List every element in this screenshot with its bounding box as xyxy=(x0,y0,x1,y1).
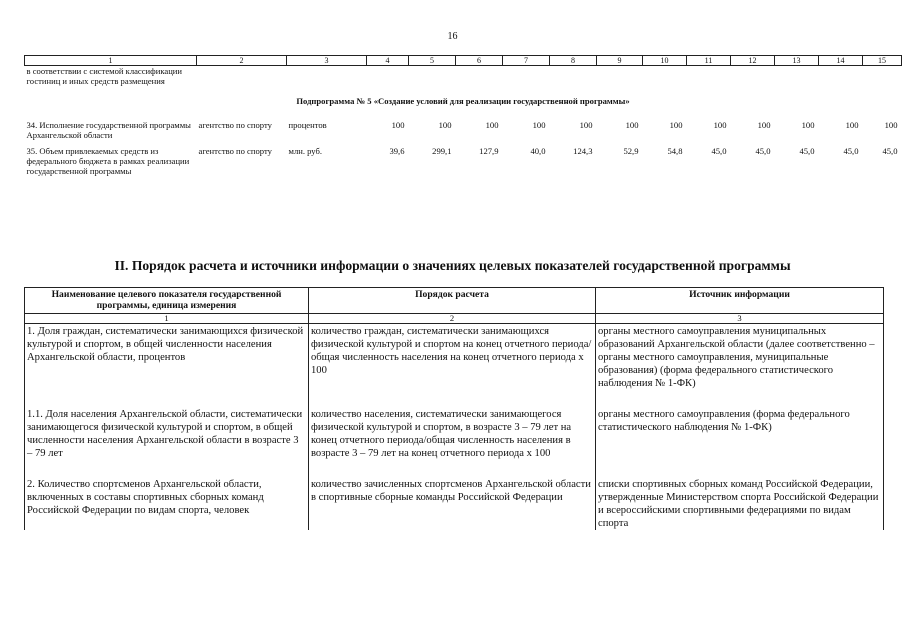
indicator-name: 1. Доля граждан, систематически занимающихся физической культурой и спортом, в общей численности населения Архангельской области, процентов xyxy=(25,324,309,391)
column-number: 12 xyxy=(731,56,775,66)
value-cell: 54,8 xyxy=(667,146,683,156)
value-cell: 39,6 xyxy=(389,146,405,156)
column-number: 1 xyxy=(25,314,309,324)
column-number: 3 xyxy=(596,314,884,324)
column-number: 13 xyxy=(775,56,819,66)
value-cell: 124,3 xyxy=(573,146,593,156)
value-cell: 100 xyxy=(485,120,499,130)
unit: процентов xyxy=(288,120,327,130)
calculation-method: количество зачисленных спортсменов Архангельской области в спортивные сборные команды Российской Федерации xyxy=(309,477,596,530)
column-number: 7 xyxy=(503,56,550,66)
column-number: 4 xyxy=(367,56,409,66)
value-cell: 40,0 xyxy=(530,146,546,156)
value-cell: 100 xyxy=(757,120,771,130)
section-title: II. Порядок расчета и источники информации о значениях целевых показателей государственной программы xyxy=(114,258,791,273)
column-number: 9 xyxy=(597,56,643,66)
column-number: 2 xyxy=(197,56,287,66)
indicator-name: 1.1. Доля населения Архангельской области, систематически занимающегося физической культурой и спортом, в общей численности населения Архангельской области в возрасте 3 – 79 лет xyxy=(25,407,309,460)
calculation-method-table xyxy=(24,287,884,530)
table-row xyxy=(25,120,902,140)
indicators-values-table xyxy=(24,55,902,176)
table-row xyxy=(25,407,884,460)
table-row xyxy=(25,324,884,391)
continuation-text: в соответствии с системой классификации гостиниц и иных средств размещения xyxy=(26,66,182,86)
value-cell: 100 xyxy=(625,120,639,130)
column-number: 6 xyxy=(456,56,503,66)
column-number: 11 xyxy=(687,56,731,66)
value-cell: 127,9 xyxy=(479,146,499,156)
value-cell: 52,9 xyxy=(623,146,639,156)
table-row xyxy=(25,477,884,530)
header-row xyxy=(25,288,884,314)
executor: агентство по спорту xyxy=(198,120,272,130)
subprogram-title: Подпрограмма № 5 «Создание условий для реализации государственной программы» xyxy=(296,96,630,106)
column-number: 3 xyxy=(287,56,367,66)
column-number: 1 xyxy=(25,56,197,66)
value-cell: 45,0 xyxy=(799,146,815,156)
value-cell: 299,1 xyxy=(432,146,452,156)
column-number-row xyxy=(25,56,902,66)
value-cell: 100 xyxy=(669,120,683,130)
column-number: 8 xyxy=(550,56,597,66)
column-header-calculation: Порядок расчета xyxy=(309,288,596,314)
value-cell: 100 xyxy=(438,120,452,130)
value-cell: 100 xyxy=(845,120,859,130)
page-number: 16 xyxy=(447,31,458,42)
column-number-row xyxy=(25,314,884,324)
value-cell: 100 xyxy=(884,120,898,130)
information-source: органы местного самоуправления муниципальных образований Архангельской области (далее соответственно – органы местного самоуправления, муниципальные образования) (форма федерального статистического наблюдения № 1-ФК) xyxy=(596,324,884,391)
unit: млн. руб. xyxy=(288,146,323,156)
value-cell: 100 xyxy=(532,120,546,130)
value-cell: 45,0 xyxy=(755,146,771,156)
column-number: 15 xyxy=(863,56,902,66)
indicator-name: 34. Исполнение государственной программы Архангельской области xyxy=(26,120,191,140)
column-header-indicator: Наименование целевого показателя государственной программы, единица измерения xyxy=(25,288,309,314)
executor: агентство по спорту xyxy=(198,146,272,156)
calculation-method: количество граждан, систематически занимающихся физической культурой и спортом на конец отчетного периода/общая численность населения на конец отчетного периода х 100 xyxy=(309,324,596,391)
continuation-row xyxy=(25,66,902,87)
information-source: списки спортивных сборных команд Российской Федерации, утвержденные Министерством спорта Российской Федерации и всероссийскими спортивными федерациями по видам спорта xyxy=(596,477,884,530)
value-cell: 45,0 xyxy=(843,146,859,156)
table-row xyxy=(25,146,902,176)
calculation-method: количество населения, систематически занимающегося физической культурой и спортом, в возрасте 3 – 79 лет на конец отчетного периода/общая численность населения в возрасте 3 – 79 лет на конец отчетного периода х 100 xyxy=(309,407,596,460)
column-number: 10 xyxy=(643,56,687,66)
subprogram-row xyxy=(25,86,902,120)
value-cell: 100 xyxy=(801,120,815,130)
information-source: органы местного самоуправления (форма федерального статистического наблюдения № 1-ФК) xyxy=(596,407,884,460)
value-cell: 45,0 xyxy=(711,146,727,156)
value-cell: 100 xyxy=(579,120,593,130)
indicator-name: 2. Количество спортсменов Архангельской области, включенных в составы спортивных сборных команд Российской Федерации по видам спорта, человек xyxy=(25,477,309,530)
value-cell: 100 xyxy=(391,120,405,130)
column-number: 5 xyxy=(409,56,456,66)
value-cell: 45,0 xyxy=(882,146,898,156)
value-cell: 100 xyxy=(713,120,727,130)
column-header-source: Источник информации xyxy=(596,288,884,314)
indicator-name: 35. Объем привлекаемых средств из федерального бюджета в рамках реализации государственной программы xyxy=(26,146,190,176)
column-number: 2 xyxy=(309,314,596,324)
column-number: 14 xyxy=(819,56,863,66)
